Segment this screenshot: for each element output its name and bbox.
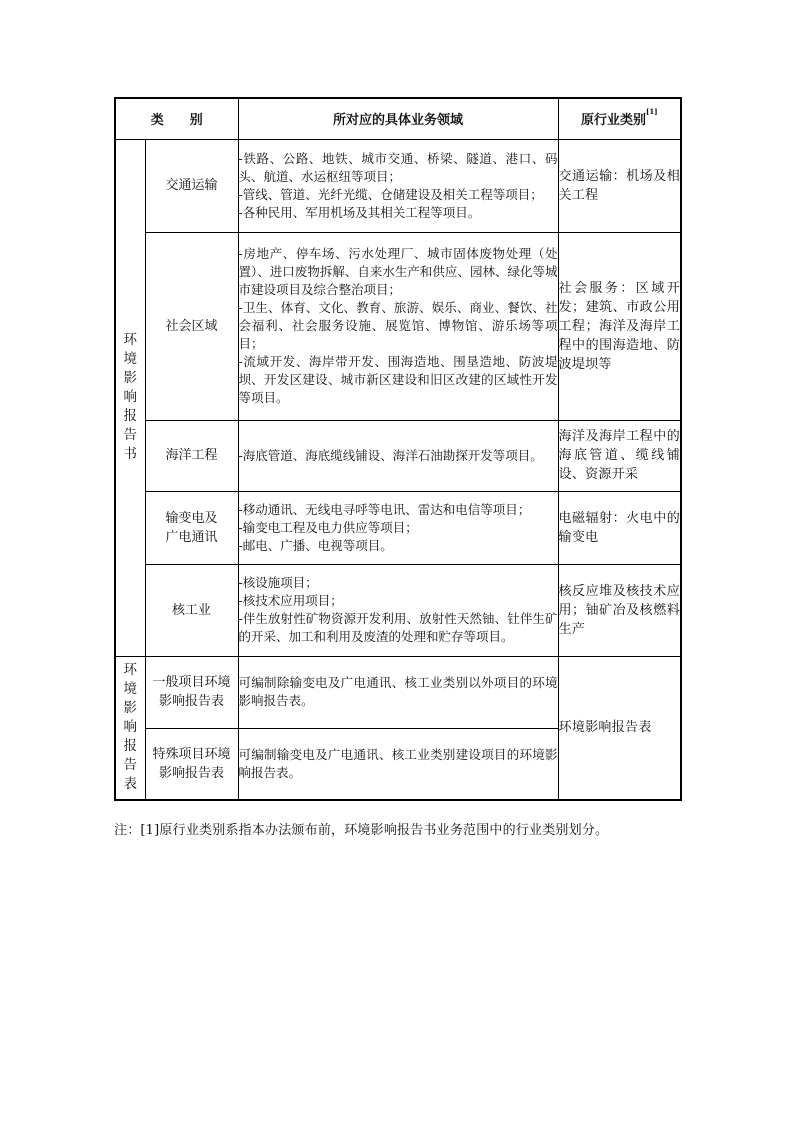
field-line: -卫生、体育、文化、教育、旅游、娱乐、商业、餐饮、社会福利、社会服务设施、展览馆、博物馆、游乐场等项目； <box>238 300 558 351</box>
table-row <box>115 564 681 656</box>
row-original-category: 交通运输：机场及相关工程 <box>558 139 681 232</box>
row-original-category: 环境影响报告表 <box>558 656 681 800</box>
field-line: -流域开发、海岸带开发、围海造地、围垦造地、防波堤坝、开发区建设、城市新区建设和旧区改建的区域性开发等项目。 <box>238 354 558 405</box>
field-line: -房地产、停车场、污水处理厂、城市固体废物处理（处置）、进口废物拆解、自来水生产和供应、园林、绿化等城市建设项目及综合整治项目； <box>238 246 558 297</box>
field-line: -管线、管道、光纤光缆、仓储建设及相关工程等项目； <box>238 186 543 202</box>
field-line: -核设施项目； <box>238 575 318 590</box>
field-line: 可编制除输变电及广电通讯、核工业类别以外项目的环境影响报告表。 <box>238 675 558 708</box>
field-line: -核技术应用项目； <box>238 593 343 608</box>
field-line: -伴生放射性矿物资源开发利用、放射性天然铀、钍伴生矿的开采、加工和利用及废渣的处理和贮存等项目。 <box>238 611 558 644</box>
row-category: 海洋工程 <box>145 420 238 491</box>
field-line: -邮电、广播、电视等项目。 <box>238 537 393 553</box>
header-category: 类 别 <box>115 98 238 139</box>
row-original-category: 核反应堆及核技术应用；铀矿冶及核燃料生产 <box>558 564 681 656</box>
table-header-row <box>115 98 681 139</box>
header-original <box>558 98 681 139</box>
table-row <box>115 656 681 728</box>
footnote: 注：[1]原行业类别系指本办法颁布前，环境影响报告书业务范围中的行业类别划分。 <box>114 823 609 838</box>
row-category: 输变电及 广电通讯 <box>145 491 238 564</box>
field-line: -各种民用、军用机场及其相关工程等项目。 <box>238 204 481 220</box>
field-line: -移动通讯、无线电寻呼等电讯、雷达和电信等项目； <box>238 501 531 517</box>
row-category: 特殊项目环境 影响报告表 <box>145 728 238 800</box>
row-original-category: 电磁辐射：火电中的输变电 <box>558 491 681 564</box>
header-fields: 所对应的具体业务领域 <box>238 98 558 139</box>
row-fields <box>238 728 558 800</box>
table-row <box>115 139 681 232</box>
row-fields <box>238 420 558 491</box>
row-fields <box>238 564 558 656</box>
group-label-report-form: 环 境 影 响 报 告 表 <box>115 656 145 800</box>
field-line: -输变电工程及电力供应等项目； <box>238 519 418 535</box>
row-fields <box>238 491 558 564</box>
row-original-category: 社会服务：区域开发；建筑、市政公用工程；海洋及海岸工程中的围海造地、防波堤坝等 <box>558 232 681 420</box>
table-row <box>115 232 681 420</box>
footnote-marker: [1] <box>646 107 658 117</box>
qualification-table <box>114 97 682 801</box>
table-row <box>115 420 681 491</box>
table-row <box>115 491 681 564</box>
row-fields <box>238 139 558 232</box>
row-original-category: 海洋及海岸工程中的海底管道、缆线铺设、资源开采 <box>558 420 681 491</box>
field-line: 可编制输变电及广电通讯、核工业类别建设项目的环境影响报告表。 <box>238 746 558 780</box>
row-category: 一般项目环境 影响报告表 <box>145 656 238 728</box>
row-category: 社会区域 <box>145 232 238 420</box>
row-fields <box>238 656 558 728</box>
row-fields <box>238 232 558 420</box>
row-category: 核工业 <box>145 564 238 656</box>
field-line: -海底管道、海底缆线铺设、海洋石油勘探开发等项目。 <box>238 447 543 463</box>
header-original-label: 原行业类别 <box>581 113 647 129</box>
row-category: 交通运输 <box>145 139 238 232</box>
field-line: -铁路、公路、地铁、城市交通、桥梁、隧道、港口、码头、航道、水运枢纽等项目； <box>238 150 558 184</box>
group-label-report-book: 环 境 影 响 报 告 书 <box>115 139 145 656</box>
